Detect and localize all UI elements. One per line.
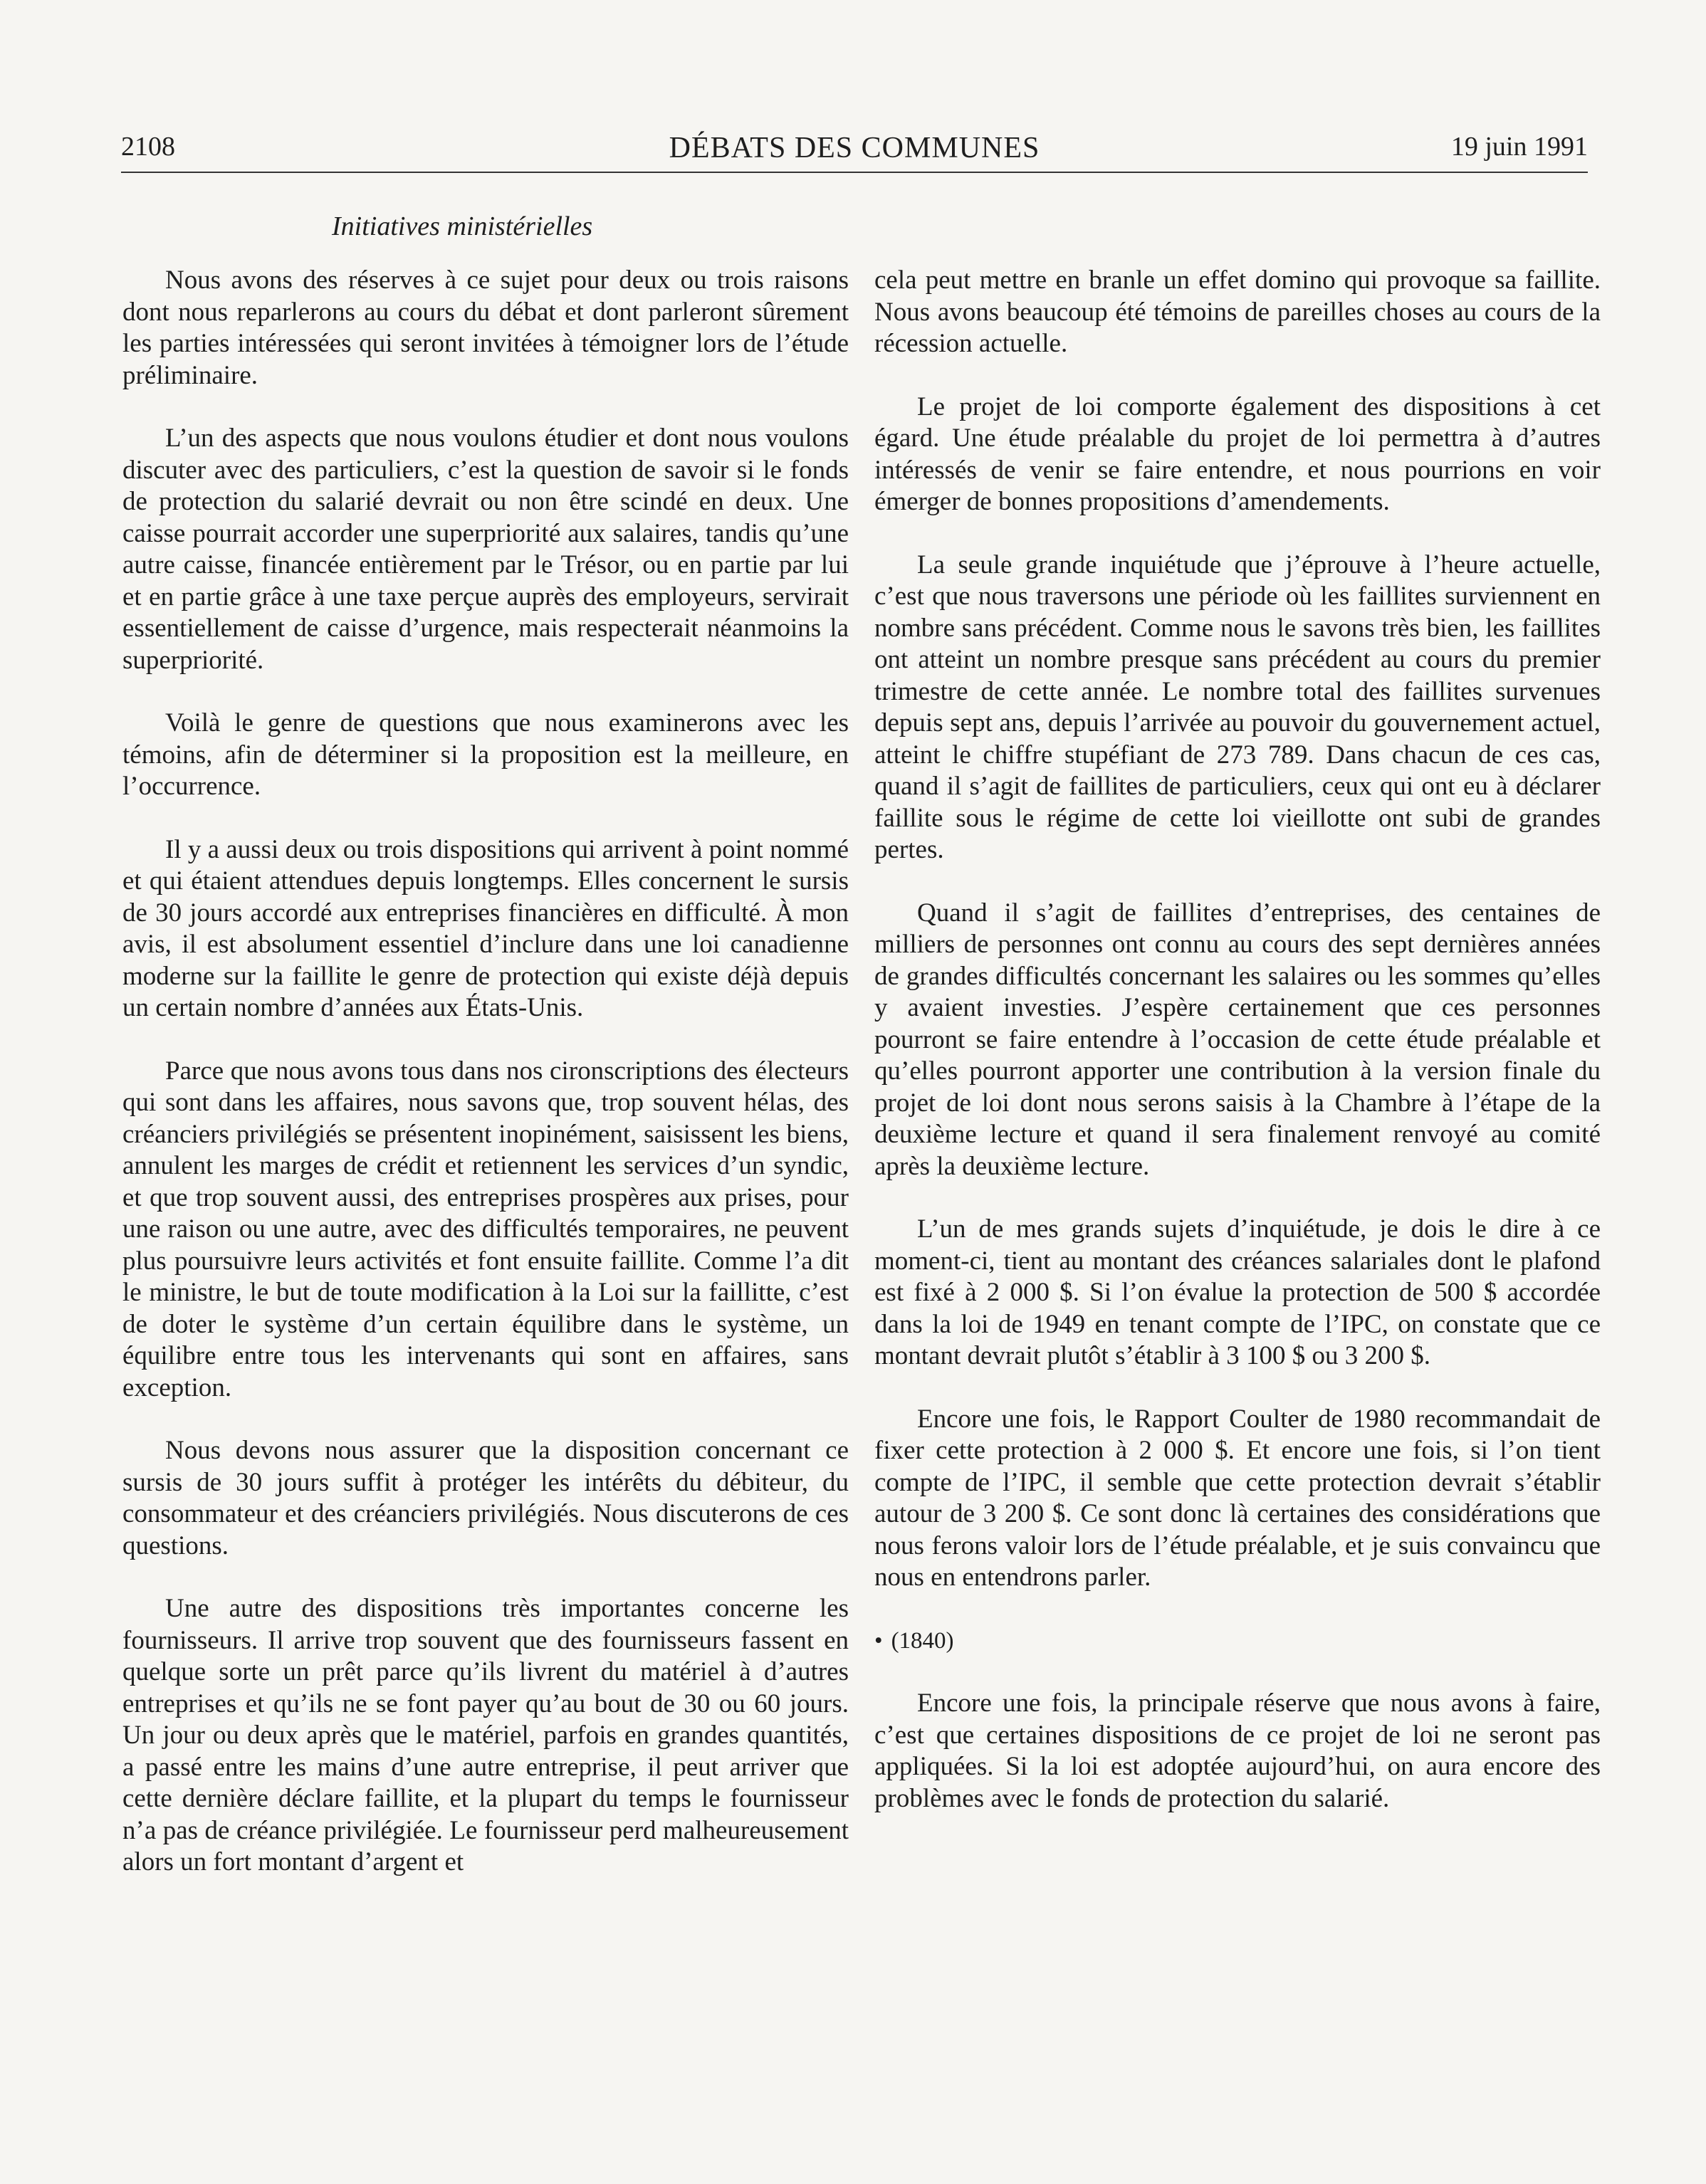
paragraph: Quand il s’agit de faillites d’entreprises, des centaines de milliers de personnes ont connu au cours des sept dernières années de grandes difficultés concernant les salaires ou les sommes qu’elles y avaient investies. J’espère certainement que ces personnes pourront se faire entendre à l’occasion de cette étude préalable et qu’elles pourront apporter une contribution à la version finale du projet de loi dont nous serons saisis à la Chambre à l’étape de la deuxième lecture et quand il sera finalement renvoyé au comité après la deuxième lecture.: [874, 898, 1601, 1181]
paragraph: Nous devons nous assurer que la disposition concernant ce sursis de 30 jours suffit à protéger les intérêts du débiteur, du consommateur et des créanciers privilégiés. Nous discuterons de ces questions.: [122, 1436, 849, 1560]
issue-date: 19 juin 1991: [1450, 132, 1588, 162]
section-title: Initiatives ministérielles: [332, 211, 593, 241]
page-number: 2108: [121, 132, 175, 162]
paragraph: Une autre des dispositions très importantes concerne les fournisseurs. Il arrive trop souvent que des fournisseurs fassent en quelque sorte un prêt parce qu’ils livrent du matériel à d’autres entreprises et qu’ils ne se font payer qu’au bout de 30 ou 60 jours. Un jour ou deux après que le matériel, parfois en grandes quantités, a passé entre les mains d’une autre entreprise, il peut arriver que cette dernière déclare faillite, et la plupart du temps le fournisseur n’a pas de créance privilégiée. Le fournisseur perd malheureusement alors un fort montant d’argent et: [122, 1594, 849, 1876]
header-rule: [121, 172, 1588, 173]
right-column: [874, 265, 1601, 1846]
left-column: [122, 265, 849, 1910]
bullet-icon: •: [874, 1627, 883, 1654]
paragraph: Il y a aussi deux ou trois dispositions qui arrivent à point nommé et qui étaient attendues depuis longtemps. Elles concernent le sursis de 30 jours accordé aux entreprises financières en difficulté. À mon avis, il est absolument essentiel d’inclure dans une loi canadienne moderne sur la faillite le genre de protection qui existe déjà depuis un certain nombre d’années aux États-Unis.: [122, 834, 849, 1022]
paragraph: Le projet de loi comporte également des dispositions à cet égard. Une étude préalable du projet de loi permettra à d’autres intéressés de venir se faire entendre, et nous pourrions en voir émerger de bonnes propositions d’amendements.: [874, 392, 1601, 516]
paragraph: Encore une fois, la principale réserve que nous avons à faire, c’est que certaines dispositions de ce projet de loi ne seront pas appliquées. Si la loi est adoptée aujourd’hui, on aura encore des problèmes avec le fonds de protection du salarié.: [874, 1689, 1601, 1813]
paragraph: Encore une fois, le Rapport Coulter de 1980 recommandait de fixer cette protection à 2 000 $. Et encore une fois, si l’on tient compte de l’IPC, il semble que cette protection devrait s’établir autour de 3 200 $. Ce sont donc là certaines des considérations que nous ferons valoir lors de l’étude préalable, et je suis convaincu que nous en entendrons parler.: [874, 1404, 1601, 1592]
journal-title: DÉBATS DES COMMUNES: [669, 132, 1040, 164]
timestamp-time: (1840): [891, 1627, 954, 1654]
paragraph: Voilà le genre de questions que nous examinerons avec les témoins, afin de déterminer si la proposition est la meilleure, en l’occurrence.: [122, 708, 849, 801]
paragraph: L’un de mes grands sujets d’inquiétude, je dois le dire à ce moment-ci, tient au montant des créances salariales dont le plafond est fixé à 2 000 $. Si l’on évalue la protection de 500 $ accordée dans la loi de 1949 en tenant compte de l’IPC, on constate que ce montant devrait plutôt s’établir à 3 100 $ ou 3 200 $.: [874, 1214, 1601, 1370]
paragraph: L’un des aspects que nous voulons étudier et dont nous voulons discuter avec des particuliers, c’est la question de savoir si le fonds de protection du salarié devrait ou non être scindé en deux. Une caisse pourrait accorder une superpriorité aux salaires, tandis qu’une autre caisse, financée entièrement par le Trésor, ou en partie par lui et en partie grâce à une taxe perçue auprès des employeurs, servirait essentiellement de caisse d’urgence, mais respecterait néanmoins la superpriorité.: [122, 424, 849, 675]
paragraph: Nous avons des réserves à ce sujet pour deux ou trois raisons dont nous reparlerons au cours du débat et dont parleront sûrement les parties intéressées qui seront invitées à témoigner lors de l’étude préliminaire.: [122, 266, 849, 390]
paragraph-continued: cela peut mettre en branle un effet domino qui provoque sa faillite. Nous avons beaucoup été témoins de pareilles choses au cours de la récession actuelle.: [874, 266, 1601, 358]
paragraph: La seule grande inquiétude que j’éprouve à l’heure actuelle, c’est que nous traversons une période où les faillites surviennent en nombre sans précédent. Comme nous le savons très bien, les faillites ont atteint un nombre presque sans précédent au cours du premier trimestre de cette année. Le nombre total des faillites survenues depuis sept ans, depuis l’arrivée au pouvoir du gouvernement actuel, atteint le chiffre stupéfiant de 273 789. Dans chacun de ces cas, quand il s’agit de faillites de particuliers, ceux qui ont eu à déclarer faillite sous le régime de cette loi vieillotte ont subi de grandes pertes.: [874, 550, 1601, 864]
running-head: [121, 131, 1588, 174]
timestamp: [874, 1625, 1601, 1657]
paragraph: Parce que nous avons tous dans nos cironscriptions des électeurs qui sont dans les affaires, nous savons que, trop souvent hélas, des créanciers privilégiés se présentent inopinément, saisissent les biens, annulent les marges de crédit et retiennent les services d’un syndic, et que trop souvent aussi, des entreprises prospères aux prises, pour une raison ou une autre, avec des difficultés temporaires, ne peuvent plus poursuivre leurs activités et font ensuite faillite. Comme l’a dit le ministre, le but de toute modification à la Loi sur la faillitte, c’est de doter le système d’un certain équilibre dans le système, un équilibre entre tous les intervenants qui sont en affaires, sans exception.: [122, 1056, 849, 1402]
